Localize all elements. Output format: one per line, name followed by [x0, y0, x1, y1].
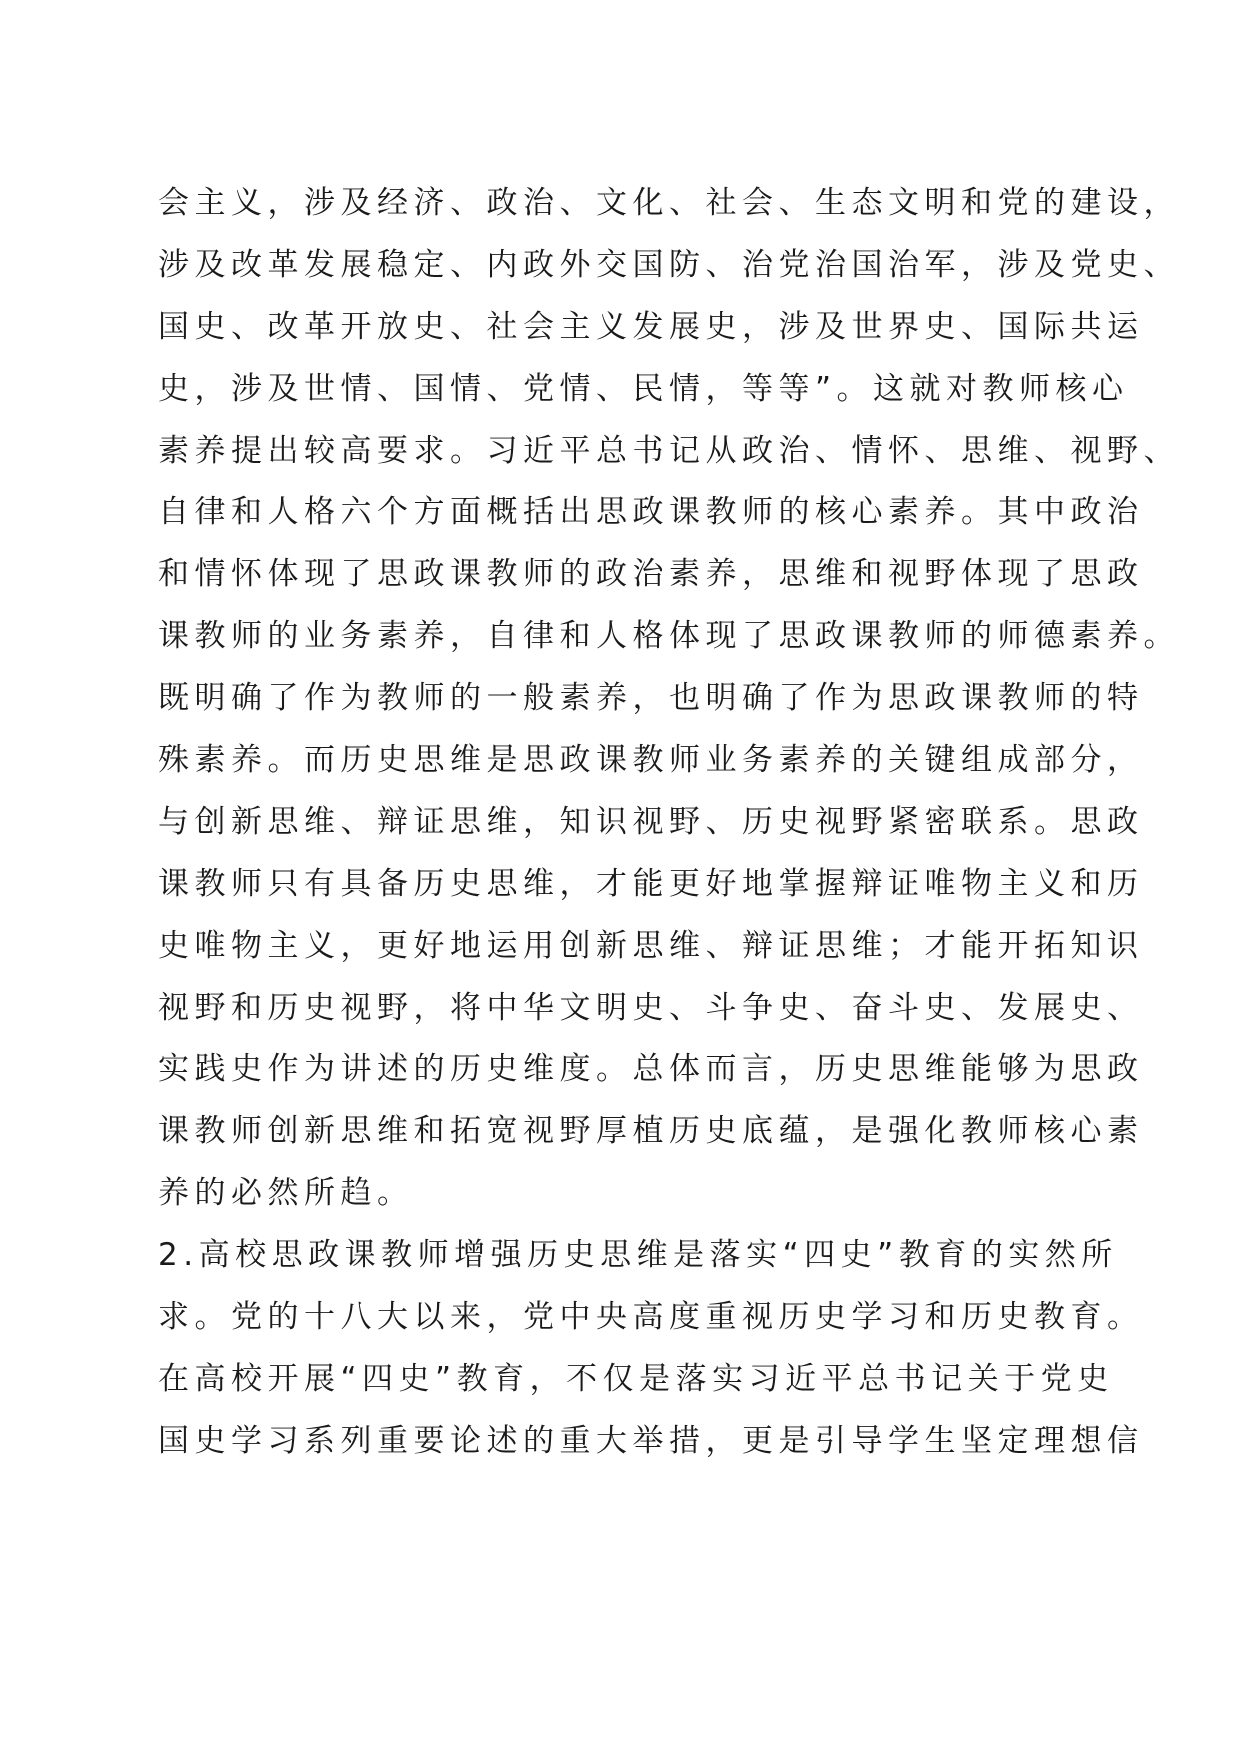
- text-line: 课教师的业务素养，自律和人格体现了思政课教师的师德素养。: [158, 618, 1180, 655]
- text-line: 求。党的十八大以来，党中央高度重视历史学习和历史教育。: [158, 1299, 1144, 1336]
- text-line: 养的必然所趋。: [158, 1175, 414, 1212]
- text-line: 史唯物主义，更好地运用创新思维、辩证思维；才能开拓知识: [158, 927, 1144, 964]
- text-line: 课教师创新思维和拓宽视野厚植历史底蕴，是强化教师核心素: [158, 1113, 1144, 1150]
- text-line: 既明确了作为教师的一般素养，也明确了作为思政课教师的特: [158, 680, 1144, 717]
- text-line: 实践史作为讲述的历史维度。总体而言，历史思维能够为思政: [158, 1051, 1144, 1088]
- text-line: 自律和人格六个方面概括出思政课教师的核心素养。其中政治: [158, 494, 1144, 531]
- text-line: 与创新思维、辩证思维，知识视野、历史视野紧密联系。思政: [158, 803, 1144, 840]
- text-line: 视野和历史视野，将中华文明史、斗争史、奋斗史、发展史、: [158, 989, 1144, 1026]
- text-line: 国史学习系列重要论述的重大举措，更是引导学生坚定理想信: [158, 1422, 1144, 1459]
- text-line: 涉及改革发展稳定、内政外交国防、治党治国治军，涉及党史、: [158, 246, 1180, 283]
- text-line: 会主义，涉及经济、政治、文化、社会、生态文明和党的建设，: [158, 185, 1180, 221]
- text-line: 在高校开展“四史”教育，不仅是落实习近平总书记关于党史: [158, 1360, 1114, 1397]
- text-line: 史，涉及世情、国情、党情、民情，等等”。这就对教师核心: [158, 370, 1129, 407]
- text-line: 和情怀体现了思政课教师的政治素养，思维和视野体现了思政: [158, 556, 1144, 593]
- text-line: 素养提出较高要求。习近平总书记从政治、情怀、思维、视野、: [158, 432, 1180, 469]
- body-text: [158, 183, 1180, 1483]
- section-heading-line: 2.高校思政课教师增强历史思维是落实“四史”教育的实然所: [158, 1237, 1118, 1274]
- text-line: 殊素养。而历史思维是思政课教师业务素养的关键组成部分，: [158, 742, 1144, 779]
- text-line: 课教师只有具备历史思维，才能更好地掌握辩证唯物主义和历: [158, 865, 1144, 902]
- text-line: 国史、改革开放史、社会主义发展史，涉及世界史、国际共运: [158, 308, 1144, 345]
